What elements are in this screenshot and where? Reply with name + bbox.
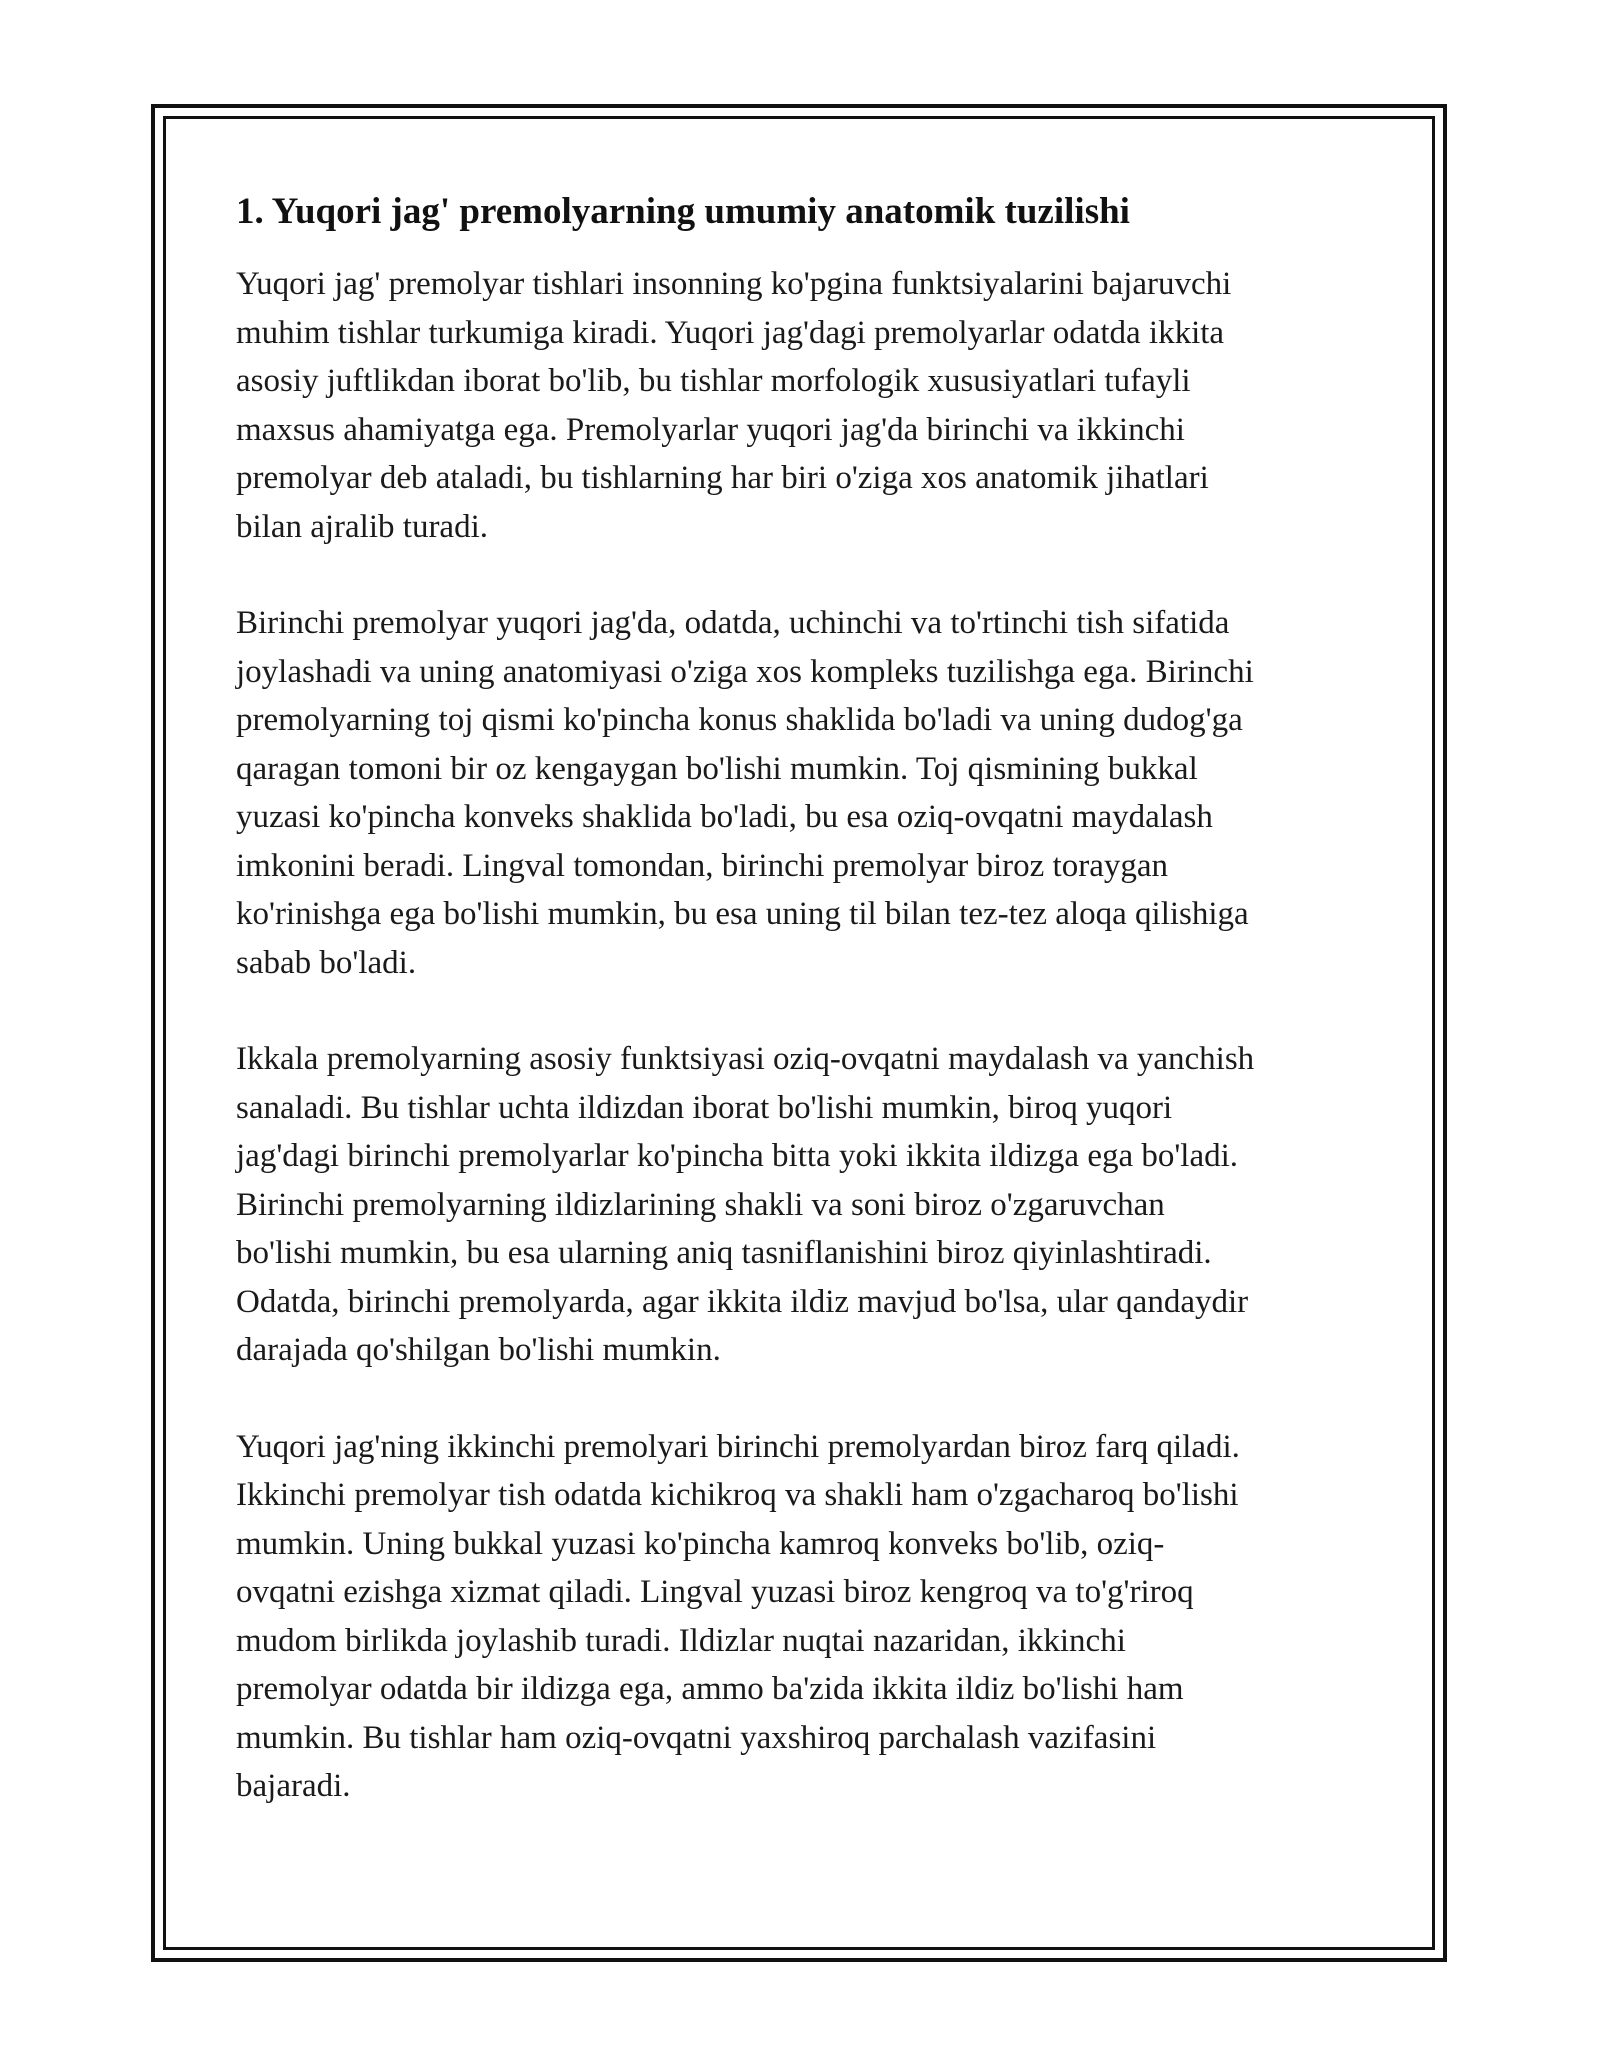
document-content	[236, 186, 1376, 1859]
section-heading: 1. Yuqori jag' premolyarning umumiy anatomik tuzilishi	[236, 191, 1130, 232]
paragraph-3: Ikkala premolyarning asosiy funktsiyasi oziq-ovqatni maydalash va yanchish sanaladi. Bu tishlar uchta ildizdan iborat bo'lishi mumkin, biroq yuqori jag'dagi birinchi premolyarlar ko'pincha bitta yoki ikkita ildizga ega bo'ladi. Birinchi premolyarning ildizlarining shakli va soni biroz o'zgaruvchan bo'lishi mumkin, bu esa ularning aniq tasniflanishini biroz qiyinlashtiradi. Odatda, birinchi premolyarda, agar ikkita ildiz mavjud bo'lsa, ular qandaydir darajada qo'shilgan bo'lishi mumkin.	[236, 1041, 1255, 1368]
paragraph-2: Birinchi premolyar yuqori jag'da, odatda, uchinchi va to'rtinchi tish sifatida joylashadi va uning anatomiyasi o'ziga xos kompleks tuzilishga ega. Birinchi premolyarning toj qismi ko'pincha konus shaklida bo'ladi va uning dudog'ga qaragan tomoni bir oz kengaygan bo'lishi mumkin. Toj qismining bukkal yuzasi ko'pincha konveks shaklida bo'ladi, bu esa oziq-ovqatni maydalash imkonini beradi. Lingval tomondan, birinchi premolyar biroz toraygan ko'rinishga ega bo'lishi mumkin, bu esa uning til bilan tez-tez aloqa qilishiga sabab bo'ladi.	[236, 605, 1254, 981]
paragraph-4: Yuqori jag'ning ikkinchi premolyari birinchi premolyardan biroz farq qiladi. Ikkinchi premolyar tish odatda kichikroq va shakli ham o'zgacharoq bo'lishi mumkin. Uning bukkal yuzasi ko'pincha kamroq konveks bo'lib, oziq- ovqatni ezishga xizmat qiladi. Lingval yuzasi biroz kengroq va to'g'riroq mudom birlikda joylashib turadi. Ildizlar nuqtai nazaridan, ikkinchi premolyar odatda bir ildizga ega, ammo ba'zida ikkita ildiz bo'lishi ham mumkin. Bu tishlar ham oziq-ovqatni yaxshiroq parchalash vazifasini bajaradi.	[236, 1428, 1240, 1804]
paragraph-1: Yuqori jag' premolyar tishlari insonning ko'pgina funktsiyalarini bajaruvchi muhim tishlar turkumiga kiradi. Yuqori jag'dagi premolyarlar odatda ikkita asosiy juftlikdan iborat bo'lib, bu tishlar morfologik xususiyatlari tufayli maxsus ahamiyatga ega. Premolyarlar yuqori jag'da birinchi va ikkinchi premolyar deb ataladi, bu tishlarning har biri o'ziga xos anatomik jihatlari bilan ajralib turadi.	[236, 266, 1232, 545]
